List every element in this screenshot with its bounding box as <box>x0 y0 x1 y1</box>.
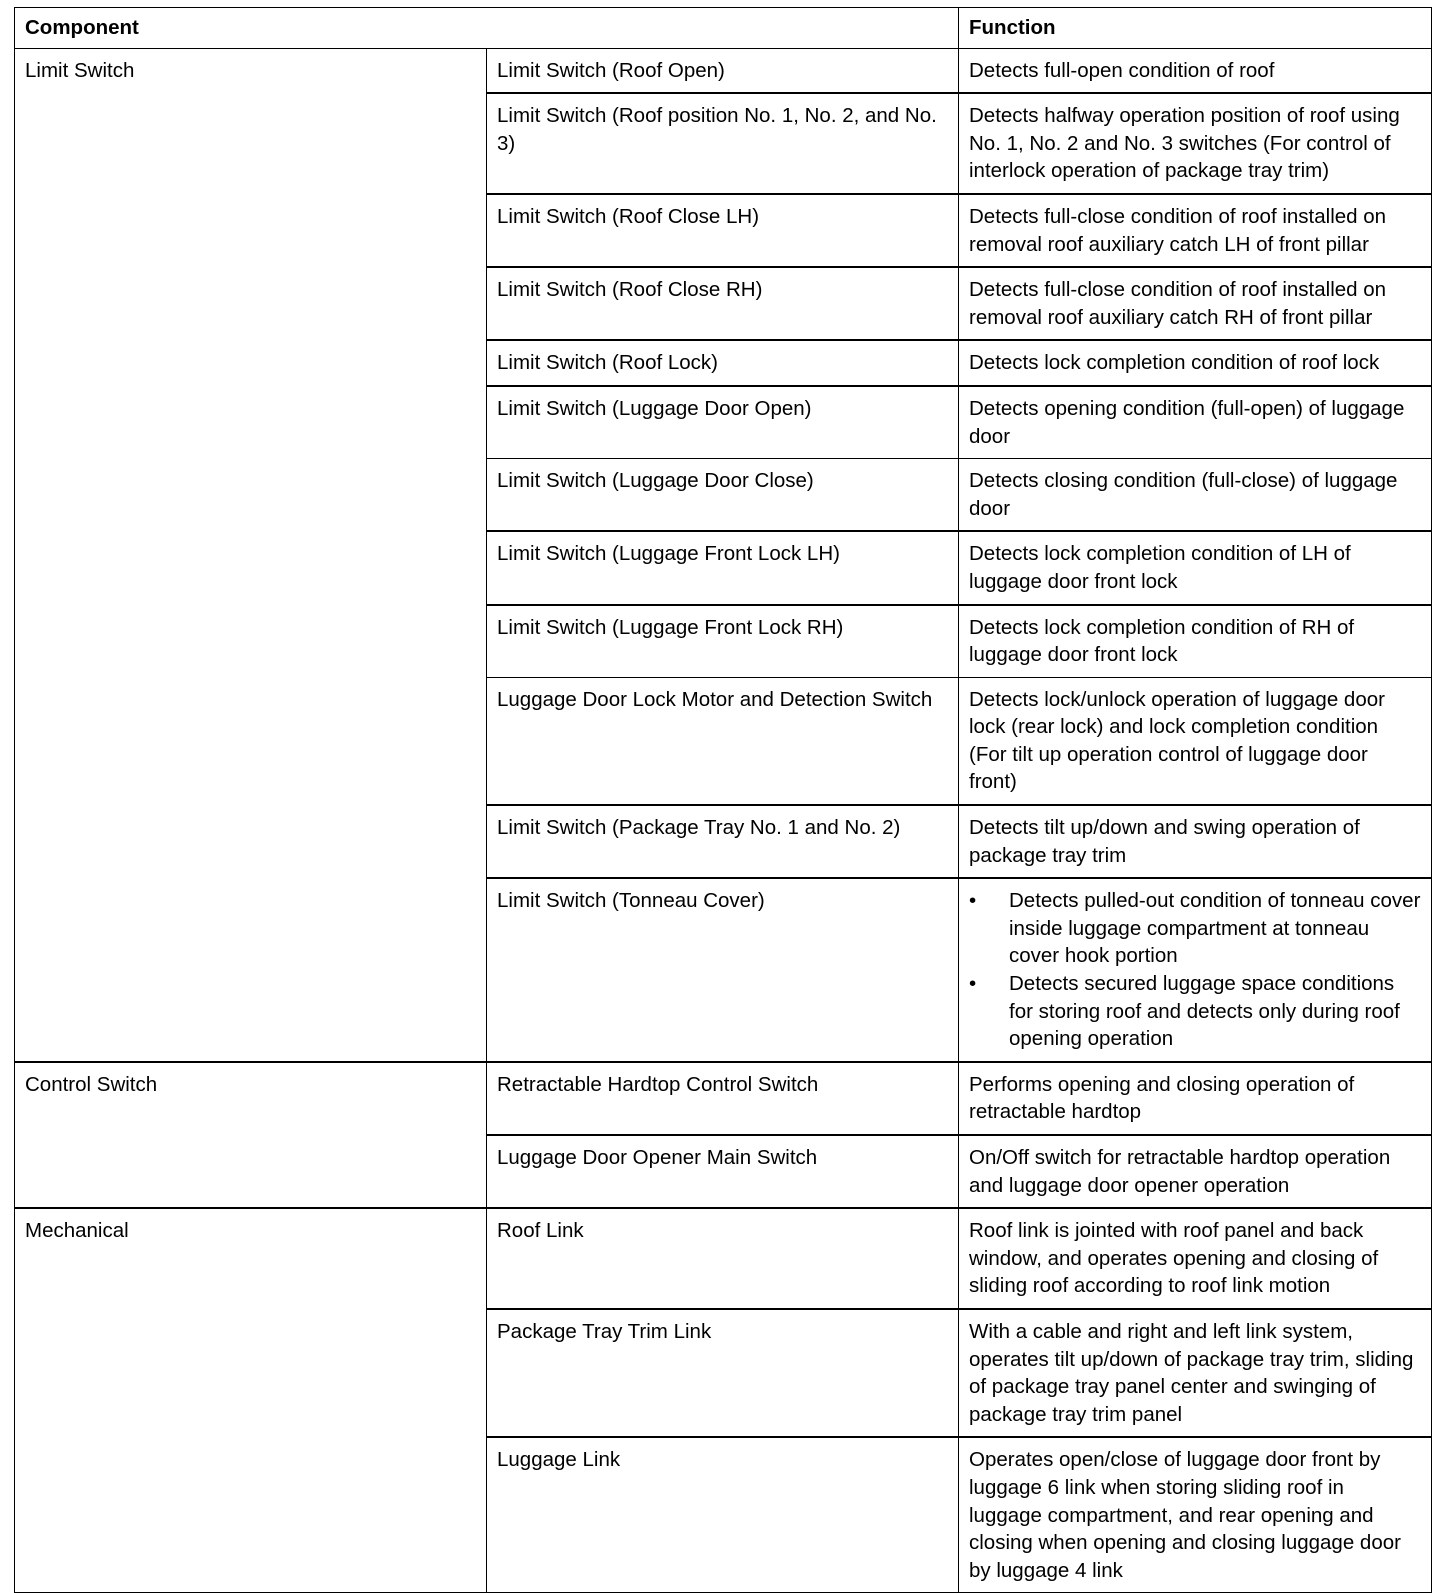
component-header: Component <box>15 8 959 49</box>
group-cell-limit-switch: Limit Switch <box>15 48 487 1062</box>
function-cell: Detects closing condition (full-close) of luggage door <box>959 459 1432 532</box>
function-cell: Detects lock completion condition of LH of luggage door front lock <box>959 531 1432 604</box>
header-row <box>15 8 1432 49</box>
component-cell: Luggage Door Lock Motor and Detection Switch <box>487 677 959 805</box>
component-cell: Limit Switch (Package Tray No. 1 and No. 2) <box>487 805 959 878</box>
function-header: Function <box>959 8 1432 49</box>
component-cell: Retractable Hardtop Control Switch <box>487 1062 959 1135</box>
component-cell: Limit Switch (Roof Lock) <box>487 340 959 386</box>
function-cell: Detects tilt up/down and swing operation of package tray trim <box>959 805 1432 878</box>
function-cell: Detects halfway operation position of roof using No. 1, No. 2 and No. 3 switches (For control of interlock operation of package tray trim) <box>959 93 1432 194</box>
bullet-item <box>969 970 1421 1053</box>
function-cell: Performs opening and closing operation of retractable hardtop <box>959 1062 1432 1135</box>
component-cell: Limit Switch (Roof Close LH) <box>487 194 959 267</box>
bullet-glyph: • <box>969 972 977 996</box>
function-cell: Detects full-close condition of roof installed on removal roof auxiliary catch RH of front pillar <box>959 267 1432 340</box>
component-cell: Luggage Link <box>487 1437 959 1592</box>
function-cell <box>959 878 1432 1062</box>
function-cell: Detects lock completion condition of RH of luggage door front lock <box>959 605 1432 678</box>
function-cell: Operates open/close of luggage door front by luggage 6 link when storing sliding roof in luggage compartment, and rear opening and closing when opening and closing luggage door by luggage 4 link <box>959 1437 1432 1592</box>
bullet-glyph: • <box>969 889 977 913</box>
bullet-item <box>969 887 1421 970</box>
bullet-text: Detects secured luggage space conditions for storing roof and detects only during roof opening operation <box>1009 972 1400 1051</box>
component-cell: Roof Link <box>487 1208 959 1309</box>
function-cell: Detects opening condition (full-open) of luggage door <box>959 386 1432 459</box>
table-row <box>15 1208 1432 1309</box>
function-cell: Roof link is jointed with roof panel and back window, and operates opening and closing of sliding roof according to roof link motion <box>959 1208 1432 1309</box>
function-cell: Detects lock/unlock operation of luggage door lock (rear lock) and lock completion condition (For tilt up operation control of luggage door front) <box>959 677 1432 805</box>
component-cell: Limit Switch (Luggage Front Lock LH) <box>487 531 959 604</box>
component-function-table <box>14 7 1432 1593</box>
table-row <box>15 48 1432 93</box>
function-cell: On/Off switch for retractable hardtop operation and luggage door opener operation <box>959 1135 1432 1208</box>
function-cell: Detects full-close condition of roof installed on removal roof auxiliary catch LH of front pillar <box>959 194 1432 267</box>
component-cell: Limit Switch (Luggage Door Open) <box>487 386 959 459</box>
component-cell: Limit Switch (Roof position No. 1, No. 2, and No. 3) <box>487 93 959 194</box>
function-cell: Detects lock completion condition of roof lock <box>959 340 1432 386</box>
bullet-text: Detects pulled-out condition of tonneau cover inside luggage compartment at tonneau cover hook portion <box>1009 889 1421 968</box>
function-bullet-list <box>969 887 1421 1053</box>
function-cell: With a cable and right and left link system, operates tilt up/down of package tray trim, sliding of package tray panel center and swinging of package tray trim panel <box>959 1309 1432 1437</box>
function-cell: Detects full-open condition of roof <box>959 48 1432 93</box>
table-row <box>15 1062 1432 1135</box>
component-cell: Package Tray Trim Link <box>487 1309 959 1437</box>
component-cell: Limit Switch (Luggage Door Close) <box>487 459 959 532</box>
component-cell: Limit Switch (Roof Close RH) <box>487 267 959 340</box>
component-cell: Limit Switch (Tonneau Cover) <box>487 878 959 1062</box>
component-cell: Limit Switch (Luggage Front Lock RH) <box>487 605 959 678</box>
group-cell-mechanical: Mechanical <box>15 1208 487 1593</box>
component-cell: Luggage Door Opener Main Switch <box>487 1135 959 1208</box>
group-cell-control-switch: Control Switch <box>15 1062 487 1208</box>
component-cell: Limit Switch (Roof Open) <box>487 48 959 93</box>
